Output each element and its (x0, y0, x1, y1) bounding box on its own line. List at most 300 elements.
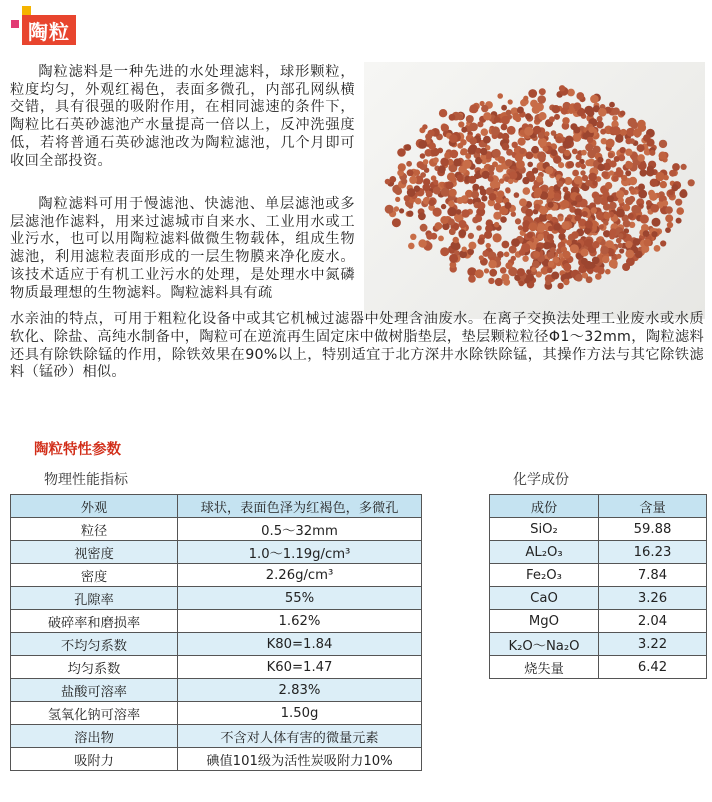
pellet (582, 211, 588, 217)
pellet (522, 256, 528, 262)
table-cell: 7.84 (599, 564, 707, 587)
pellet (477, 121, 483, 127)
pellet (643, 230, 650, 237)
table-row (490, 587, 707, 610)
pellet (537, 151, 546, 160)
pellet (407, 188, 416, 197)
pellet (409, 176, 417, 184)
pellet (620, 147, 626, 153)
pellet (485, 225, 493, 233)
pellet (479, 255, 484, 260)
pellet (433, 187, 441, 195)
pellet (545, 279, 551, 285)
pellet (528, 89, 537, 98)
pellet (564, 150, 570, 156)
table-row (11, 748, 422, 771)
pellet (508, 179, 514, 185)
pellet (596, 121, 603, 128)
pellet (650, 179, 658, 187)
pellet (622, 263, 630, 271)
pellet (406, 161, 412, 167)
pellet (638, 190, 647, 199)
ceramsite-pellets-image (364, 62, 705, 319)
pellet (505, 159, 512, 166)
pellet (505, 187, 510, 192)
pellet (539, 88, 546, 95)
pellet (529, 222, 538, 231)
table-cell: 外观 (11, 495, 178, 518)
pellet (597, 157, 603, 163)
pellet (667, 222, 673, 228)
pellet (457, 197, 464, 204)
pellet (563, 263, 571, 271)
pellet (605, 182, 612, 189)
pellet (609, 170, 614, 175)
pellet (567, 89, 575, 97)
pellet (626, 161, 631, 166)
pellet (505, 262, 512, 269)
pellet (633, 128, 642, 137)
pellet (545, 166, 553, 174)
pellet (468, 176, 476, 184)
table-cell: Fe₂O₃ (490, 564, 599, 587)
pellet (562, 221, 570, 229)
pellet (574, 176, 583, 185)
pellet (488, 165, 495, 172)
table-cell: 均匀系数 (11, 656, 178, 679)
table-cell: 6.42 (599, 656, 707, 679)
pellet (507, 126, 516, 135)
pellet (501, 105, 507, 111)
table-cell: 密度 (11, 564, 178, 587)
table-row (11, 610, 422, 633)
table-cell: 59.88 (599, 518, 707, 541)
pellet (512, 113, 520, 121)
pellet (590, 95, 599, 104)
pellet (649, 150, 655, 156)
table-cell: 1.50g (178, 702, 422, 725)
pellet (630, 189, 636, 195)
pellet (575, 195, 582, 202)
pellet (523, 96, 528, 101)
pellet (468, 242, 476, 250)
pellet (551, 272, 559, 280)
pellet (603, 212, 610, 219)
table-cell: 2.83% (178, 679, 422, 702)
table-cell: AL₂O₃ (490, 541, 599, 564)
table-cell: 吸附力 (11, 748, 178, 771)
pellet (426, 233, 433, 240)
table-cell: 16.23 (599, 541, 707, 564)
pellet (433, 157, 439, 163)
pellet (552, 105, 560, 113)
pellet (537, 233, 544, 240)
pellet (607, 195, 614, 202)
pellet (532, 167, 538, 173)
pellet (548, 202, 554, 208)
table-cell: 不含对人体有害的微量元素 (178, 725, 422, 748)
pellet (561, 200, 570, 209)
pellet (482, 171, 490, 179)
pellet (489, 269, 497, 277)
pellet (587, 137, 593, 143)
pellet (576, 92, 584, 100)
pellet (665, 206, 673, 214)
pellet (534, 204, 540, 210)
pellet (659, 140, 667, 148)
pellet (620, 111, 626, 117)
pellet (516, 160, 525, 169)
pellet (660, 181, 667, 188)
pellet (554, 224, 561, 231)
pellet (512, 142, 518, 148)
table-cell: 盐酸可溶率 (11, 679, 178, 702)
table-row (11, 679, 422, 702)
title-decoration-pink (11, 20, 19, 28)
pellet (453, 237, 459, 243)
table-cell: 溶出物 (11, 725, 178, 748)
pellet (592, 241, 599, 248)
pellet (547, 234, 554, 241)
pellet (679, 190, 687, 198)
pellet (570, 244, 579, 253)
pellet (643, 134, 651, 142)
pellet (625, 250, 634, 259)
pellet (399, 208, 404, 213)
table-cell: K80=1.84 (178, 633, 422, 656)
pellet (637, 144, 645, 152)
pellet (610, 228, 617, 235)
pellet (492, 149, 501, 158)
pellet (532, 106, 540, 114)
pellet (651, 231, 657, 237)
pellet (562, 117, 569, 124)
table-cell: 2.04 (599, 610, 707, 633)
table-cell: 3.22 (599, 633, 707, 656)
pellet (617, 171, 623, 177)
table-cell: 孔隙率 (11, 587, 178, 610)
pellet (471, 191, 479, 199)
pellet (497, 251, 504, 258)
table-cell: 不均匀系数 (11, 633, 178, 656)
pellet (618, 233, 623, 238)
pellet (588, 173, 597, 182)
pellet (502, 241, 510, 249)
pellet (417, 161, 424, 168)
pellet (519, 148, 525, 154)
pellet (457, 175, 464, 182)
pellet (495, 278, 503, 286)
pellet (637, 154, 645, 162)
pellet (475, 269, 484, 278)
pellet (511, 256, 516, 261)
pellet (573, 102, 581, 110)
pellet (517, 107, 524, 114)
table-cell: 球状，表面色泽为红褐色，多微孔 (178, 495, 422, 518)
pellet (454, 215, 459, 220)
pellet (665, 214, 673, 222)
pellet (519, 198, 527, 206)
pellet (449, 228, 456, 235)
pellet (660, 240, 666, 246)
pellet (500, 267, 507, 274)
pellet (420, 153, 426, 159)
pellet (574, 208, 581, 215)
pellet (457, 114, 463, 120)
pellet (525, 209, 533, 217)
pellet (598, 108, 607, 117)
physical-properties-table (10, 494, 422, 771)
pellet (547, 268, 553, 274)
pellet (469, 137, 477, 145)
pellet (481, 105, 488, 112)
table-row (11, 656, 422, 679)
pellet (536, 176, 543, 183)
pellet (594, 196, 603, 205)
pellet (449, 134, 458, 143)
table-cell: 55% (178, 587, 422, 610)
pellet (571, 231, 579, 239)
pellet (572, 149, 578, 155)
pellet (445, 181, 453, 189)
pellet (599, 224, 604, 229)
pellet (488, 278, 494, 284)
pellet (440, 216, 448, 224)
pellet (450, 150, 459, 159)
pellet (548, 226, 553, 231)
pellet (588, 126, 595, 133)
table-cell: MgO (490, 610, 599, 633)
table-cell: 破碎率和磨损率 (11, 610, 178, 633)
pellet (460, 139, 466, 145)
pellet (566, 240, 572, 246)
pellet (554, 193, 560, 199)
pellet (453, 242, 461, 250)
pellet (625, 138, 632, 145)
pellet (582, 175, 588, 181)
pellet (448, 218, 455, 225)
pellet (462, 160, 471, 169)
pellet (524, 127, 533, 136)
pellet (422, 124, 427, 129)
table-cell: K₂O～Na₂O (490, 633, 599, 656)
pellet (486, 243, 491, 248)
pellet (531, 267, 536, 272)
pellet (522, 177, 529, 184)
pellet (558, 162, 564, 168)
pellet (575, 274, 583, 282)
pellet (398, 163, 406, 171)
pellet (438, 236, 444, 242)
pellet (420, 224, 428, 232)
pellet (612, 107, 620, 115)
pellet (609, 202, 617, 210)
pellet (456, 209, 462, 215)
pellet (515, 218, 521, 224)
pellet (477, 202, 485, 210)
pellet (502, 133, 510, 141)
table-row (490, 495, 707, 518)
pellet (501, 116, 510, 125)
pellet (501, 124, 508, 131)
pellet (551, 130, 557, 136)
pellet (525, 113, 532, 120)
pellet (635, 251, 643, 259)
pellet (449, 254, 458, 263)
pellet (475, 215, 482, 222)
pellet (625, 241, 632, 248)
pellet (531, 147, 537, 153)
pellet (488, 260, 497, 269)
pellet (448, 200, 455, 207)
pellet (549, 116, 555, 122)
pellet (602, 256, 610, 264)
pellet (449, 189, 457, 197)
pellet (629, 177, 637, 185)
table-row (11, 564, 422, 587)
table-row (11, 725, 422, 748)
pellet (523, 187, 531, 195)
pellet (619, 248, 624, 253)
table-row (11, 702, 422, 725)
pellet (503, 279, 510, 286)
pellet (589, 262, 596, 269)
pellet (428, 142, 436, 150)
pellet (573, 126, 580, 133)
table-cell: 3.26 (599, 587, 707, 610)
pellet (558, 216, 563, 221)
pellet (494, 116, 500, 122)
pellet (623, 220, 631, 228)
pellet (415, 198, 422, 205)
table-header-cell: 成份 (490, 495, 599, 518)
pellet (533, 251, 540, 258)
pellet (547, 252, 554, 259)
pellet (433, 208, 442, 217)
pellet (461, 127, 467, 133)
pellet (656, 172, 665, 181)
intro-paragraph: 陶粒滤料是一种先进的水处理滤料，球形颗粒，粒度均匀，外观红褐色，表面多微孔，内部孔网纵横交错，具有很强的吸附作用，在相同滤速的条件下，陶粒比石英砂滤池产水量提高一倍以上，反冲洗强度低，若将普通石英砂滤池改为陶粒滤池，几个月即可收回全部投资。 (10, 64, 355, 169)
pellet (597, 116, 603, 122)
pellet (500, 216, 507, 223)
pellet (467, 199, 473, 205)
pellet (438, 165, 446, 173)
pellet (638, 184, 645, 191)
pellet (498, 156, 505, 163)
page-title: 陶粒 (22, 15, 76, 45)
pellet (584, 239, 592, 247)
table-cell: 视密度 (11, 541, 178, 564)
pellet (408, 204, 413, 209)
pellet (575, 162, 581, 168)
pellet (401, 178, 407, 184)
pellet (469, 104, 478, 113)
pellet (392, 218, 401, 227)
pellet (479, 186, 484, 191)
pellet (559, 85, 565, 91)
pellet (606, 139, 615, 148)
table-row (490, 633, 707, 656)
pellet (539, 206, 548, 215)
pellet (407, 169, 414, 176)
pellet (395, 187, 403, 195)
pellet (476, 225, 482, 231)
pellet (574, 215, 581, 222)
table-row (11, 587, 422, 610)
pellet (426, 191, 433, 198)
table-cell: SiO₂ (490, 518, 599, 541)
table-row (11, 541, 422, 564)
usage-paragraph: 陶粒滤料可用于慢滤池、快滤池、单层滤池或多层滤池作滤料，用来过滤城市自来水、工业用水或工业污水，也可以用陶粒滤料做微生物载体，组成生物滤池，利用滤粒表面形成的一层生物膜来净化废水。该技术适应于有机工业污水的处理，是处理水中氮磷物质最理想的生物滤料。陶粒滤料具有疏 (10, 196, 355, 301)
pellet (616, 190, 624, 198)
pellet (688, 179, 695, 186)
pellet (483, 112, 491, 120)
table-cell: 烧失量 (490, 656, 599, 679)
pellet (616, 209, 625, 218)
pellet (551, 149, 558, 156)
pellet (615, 135, 623, 143)
pellet (527, 232, 533, 238)
pellet (557, 181, 563, 187)
pellet (668, 190, 673, 195)
pellet (625, 149, 632, 156)
table-row (490, 564, 707, 587)
pellet (572, 170, 579, 177)
pellet (534, 188, 542, 196)
pellet (449, 114, 456, 121)
pellet (612, 126, 621, 135)
pellet (418, 140, 427, 149)
pellet (644, 239, 652, 247)
pellet (567, 161, 574, 168)
table-cell: 粒径 (11, 518, 178, 541)
pellet (640, 169, 647, 176)
table-row (11, 633, 422, 656)
pellet (461, 209, 470, 218)
pellet (671, 184, 678, 191)
pellet (509, 171, 517, 179)
pellet (681, 164, 687, 170)
pellet (407, 211, 413, 217)
pellet (478, 238, 485, 245)
pellet (418, 212, 426, 220)
table-cell: 氢氧化钠可溶率 (11, 702, 178, 725)
pellet (451, 177, 457, 183)
pellet (484, 268, 489, 273)
pellet (598, 164, 605, 171)
pellet (628, 213, 634, 219)
pellet (466, 115, 474, 123)
pellet (497, 93, 503, 99)
pellet (659, 152, 667, 160)
pellet (548, 261, 554, 267)
table-cell: 1.62% (178, 610, 422, 633)
pellet (408, 243, 415, 250)
title-decoration-yellow (22, 6, 31, 15)
pellet (505, 202, 512, 209)
table-header-cell: 含量 (599, 495, 707, 518)
pellet (610, 160, 617, 167)
pellet (480, 148, 487, 155)
pellet (453, 158, 461, 166)
pellet (580, 170, 585, 175)
pellet (618, 243, 623, 248)
usage-paragraph-continued: 水亲油的特点，可用于粗粒化设备中或其它机械过滤器中处理含油废水。在离子交换法处理工业废水或水质软化、除盐、高纯水制备中，陶粒可在逆流再生固定床中做树脂垫层，垫层颗粒粒径Φ1～32mm，陶粒滤料还具有除铁除锰的作用，除铁效果在90%以上，特别适宜于北方深井水除铁除锰，其操作方法与其它除铁滤料（锰砂）相似。 (10, 311, 704, 381)
pellet (546, 214, 553, 221)
pellet (555, 136, 562, 143)
pellet (609, 102, 615, 108)
pellet (518, 138, 526, 146)
